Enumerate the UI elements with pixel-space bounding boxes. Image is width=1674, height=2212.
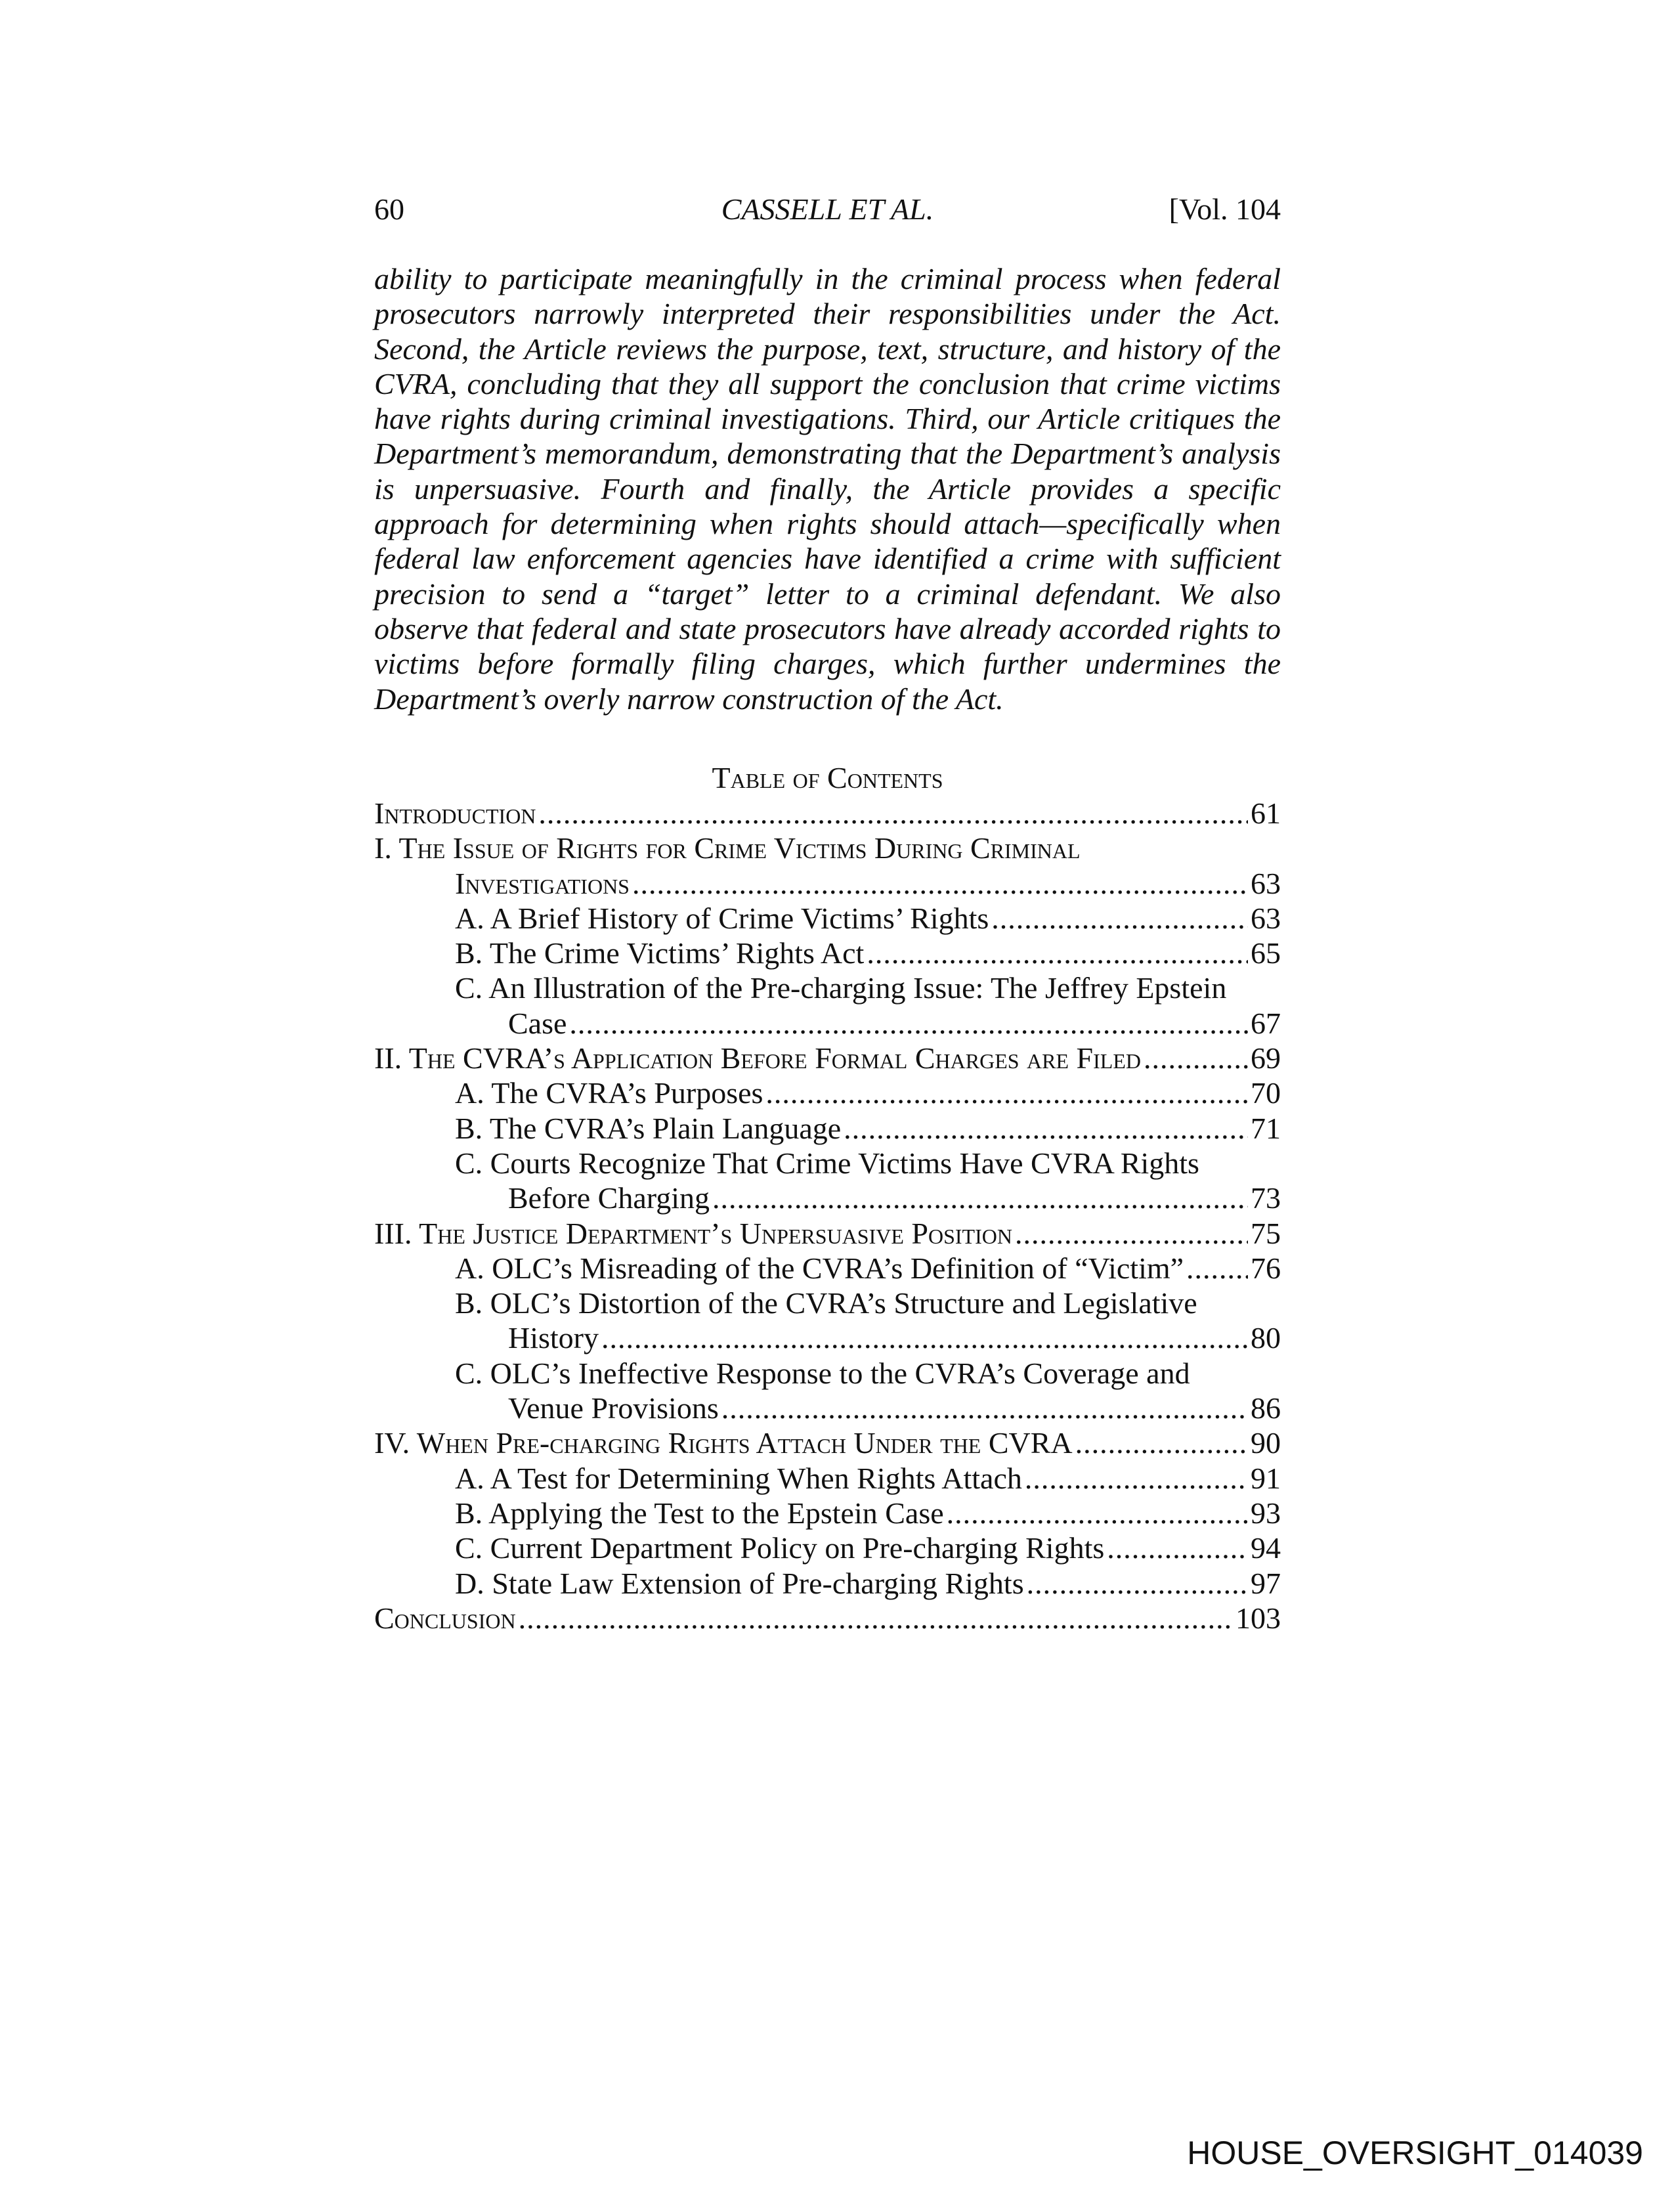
toc-entry[interactable] [374,866,1281,901]
toc-entry-label: II. The CVRA’s Application Before Formal Charges are Filed [374,1041,1141,1075]
toc-page-number: 63 [1251,901,1281,935]
toc-entry-label-continued: Venue Provisions [508,1391,719,1425]
toc-page-number: 97 [1251,1566,1281,1600]
dot-leader [721,1391,1248,1425]
toc-entry[interactable] [374,936,1281,970]
toc-entry[interactable] [374,970,1281,1005]
toc-entry-label: C. Current Department Policy on Pre-charging Rights [455,1531,1105,1565]
toc-entry-label: B. The Crime Victims’ Rights Act [455,936,865,970]
toc-page-number: 94 [1251,1531,1281,1565]
toc-entry[interactable] [374,831,1281,865]
toc-entry[interactable] [374,1075,1281,1110]
abstract-line: Department’s overly narrow construction of the Act. [374,682,1004,716]
toc-entry-label-continued: Investigations [455,866,630,900]
toc-entry-label: A. A Brief History of Crime Victims’ Rights [455,901,989,935]
toc-page-number: 63 [1251,866,1281,900]
abstract-line: federal law enforcement agencies have identified a crime with sufficient [374,542,1281,576]
toc-entry[interactable] [374,1391,1281,1425]
toc-page-number: 75 [1251,1216,1281,1250]
toc-page-number: 90 [1251,1426,1281,1460]
abstract-line: prosecutors narrowly interpreted their responsibilities under the Act. [374,297,1281,331]
dot-leader [538,796,1248,831]
toc-entry[interactable] [374,1181,1281,1215]
dot-leader [1107,1530,1248,1565]
toc-page-number: 65 [1251,936,1281,970]
toc-title: Table of Contents [712,761,943,794]
table-of-contents [374,796,1281,1636]
toc-entry-label: C. Courts Recognize That Crime Victims Have CVRA Rights [455,1146,1199,1180]
toc-entry-label: B. Applying the Test to the Epstein Case [455,1496,944,1530]
toc-entry-label-continued: Case [508,1006,567,1040]
toc-page-number: 61 [1251,796,1281,830]
dot-leader [1027,1566,1248,1601]
dot-leader [844,1111,1248,1146]
dot-leader [519,1601,1233,1636]
toc-entry[interactable] [374,1216,1281,1251]
dot-leader [632,866,1248,901]
toc-entry-label: C. An Illustration of the Pre-charging Issue: The Jeffrey Epstein [455,971,1227,1005]
running-header [374,192,1281,231]
toc-page-number: 93 [1251,1496,1281,1530]
toc-entry-label: I. The Issue of Rights for Crime Victims During Criminal [374,831,1081,865]
toc-entry[interactable] [374,1566,1281,1601]
toc-entry-label: A. OLC’s Misreading of the CVRA’s Definition of “Victim” [455,1251,1184,1285]
running-title: CASSELL ET AL. [721,192,934,226]
toc-entry[interactable] [374,1006,1281,1041]
toc-entry[interactable] [374,1111,1281,1146]
toc-page-number: 76 [1251,1251,1281,1285]
toc-entry-label: III. The Justice Department’s Unpersuasive Position [374,1216,1012,1250]
toc-entry[interactable] [374,1425,1281,1460]
toc-entry-label: A. A Test for Determining When Rights Attach [455,1461,1022,1495]
dot-leader [1144,1041,1248,1075]
abstract-line: have rights during criminal investigations. Third, our Article critiques the [374,402,1281,436]
dot-leader [601,1320,1248,1355]
abstract-line: ability to participate meaningfully in the criminal process when federal [374,262,1281,295]
toc-entry-label: A. The CVRA’s Purposes [455,1076,763,1110]
toc-entry-label: B. The CVRA’s Plain Language [455,1111,842,1145]
toc-entry[interactable] [374,1251,1281,1286]
toc-entry[interactable] [374,796,1281,831]
bates-number: HOUSE_OVERSIGHT_014039 [1187,2135,1643,2171]
dot-leader [1015,1216,1248,1251]
toc-entry-label: C. OLC’s Ineffective Response to the CVRA’s Coverage and [455,1356,1190,1390]
toc-page-number: 67 [1251,1006,1281,1040]
toc-page-number: 80 [1251,1321,1281,1355]
abstract-line: CVRA, concluding that they all support the conclusion that crime victims [374,366,1281,401]
abstract-line: victims before formally filing charges, which further undermines the [374,647,1281,681]
abstract-line: Second, the Article reviews the purpose, text, structure, and history of the [374,332,1281,366]
toc-entry[interactable] [374,901,1281,936]
toc-page-number: 103 [1235,1601,1281,1635]
dot-leader [569,1006,1248,1041]
dot-leader [991,901,1248,936]
toc-page-number: 91 [1251,1461,1281,1495]
toc-entry-label: D. State Law Extension of Pre-charging Rights [455,1566,1024,1600]
toc-page-number: 73 [1251,1181,1281,1215]
toc-entry[interactable] [374,1286,1281,1320]
dot-leader [867,936,1248,970]
abstract-paragraph [374,261,1281,716]
abstract-line: approach for determining when rights should attach—specifically when [374,507,1281,541]
abstract-line: Department’s memorandum, demonstrating that the Department’s analysis [374,437,1281,471]
toc-entry-label-continued: Before Charging [508,1181,710,1215]
toc-entry-label: B. OLC’s Distortion of the CVRA’s Structure and Legislative [455,1286,1197,1320]
abstract-line: precision to send a “target” letter to a criminal defendant. We also [374,576,1281,611]
dot-leader [947,1496,1248,1530]
toc-page-number: 71 [1251,1111,1281,1145]
dot-leader [765,1075,1248,1110]
dot-leader [712,1181,1248,1215]
toc-entry[interactable] [374,1041,1281,1075]
dot-leader [1025,1461,1248,1496]
toc-entry[interactable] [374,1146,1281,1181]
toc-entry-label-continued: History [508,1321,599,1355]
toc-page-number: 86 [1251,1391,1281,1425]
toc-entry[interactable] [374,1320,1281,1355]
toc-entry[interactable] [374,1461,1281,1496]
dot-leader [1075,1425,1248,1460]
toc-entry-label: IV. When Pre-charging Rights Attach Under the CVRA [374,1426,1073,1460]
toc-entry-label: Introduction [374,796,536,830]
toc-entry[interactable] [374,1496,1281,1530]
toc-entry[interactable] [374,1530,1281,1565]
toc-entry-label: Conclusion [374,1601,516,1635]
dot-leader [1186,1251,1248,1286]
toc-entry[interactable] [374,1356,1281,1391]
toc-page-number: 70 [1251,1076,1281,1110]
toc-page-number: 69 [1251,1041,1281,1075]
abstract-line: observe that federal and state prosecutors have already accorded rights to [374,611,1281,645]
abstract-line: is unpersuasive. Fourth and finally, the Article provides a specific [374,471,1281,506]
toc-entry[interactable] [374,1601,1281,1636]
volume-label: [Vol. 104 [1169,192,1281,226]
page-number: 60 [374,192,404,226]
